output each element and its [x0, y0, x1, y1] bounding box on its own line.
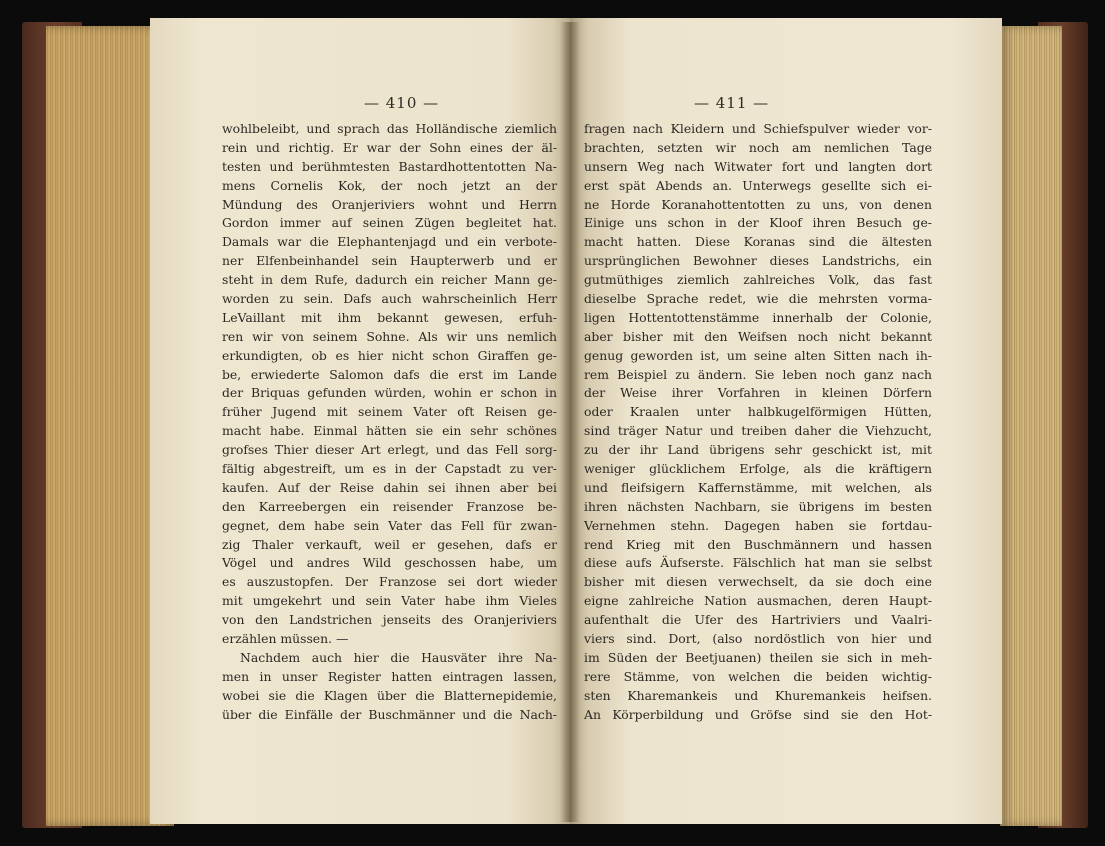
text-line: im Süden der Beetjuanen) theilen sie sich in meh-	[584, 649, 932, 665]
text-line: ne Horde Koranahottentotten zu uns, von denen	[584, 196, 932, 212]
text-line: von den Landstrichen jenseits des Oranjeriviers	[222, 612, 557, 628]
text-line: ihren nächsten Nachbarn, sie übrigens im besten	[584, 498, 932, 514]
text-line: aufenthalt die Ufer des Hartriviers und Vaalri-	[584, 612, 932, 628]
text-line: gegnet, dem habe sein Vater das Fell für zwan-	[222, 517, 557, 533]
text-line: Einige uns schon in der Kloof ihren Besuch ge-	[584, 215, 932, 231]
text-line: erst spät Abends an. Unterwegs gesellte sich ei-	[584, 177, 932, 193]
text-line: LeVaillant mit ihm bekannt gewesen, erfuh-	[222, 309, 557, 325]
right-page-text	[584, 120, 932, 725]
text-line: diese aufs Äufserste. Fälschlich hat man sie selbst	[584, 555, 932, 571]
text-line: be, erwiederte Salomon dafs die erst im Lande	[222, 366, 557, 382]
text-line: rend Krieg mit den Buschmännern und hassen	[584, 536, 932, 552]
text-line: der Weise ihrer Vorfahren in kleinen Dörfern	[584, 385, 932, 401]
text-line: wobei sie die Klagen über die Blatternepidemie,	[222, 687, 557, 703]
open-book	[22, 14, 1088, 836]
text-line: über die Einfälle der Buschmänner und die Nach-	[222, 706, 557, 722]
text-line: ursprünglichen Bewohner dieses Landstrichs, ein	[584, 253, 932, 269]
text-line: erzählen müssen. —	[222, 631, 349, 647]
page-edges-right	[1000, 26, 1062, 826]
text-line: dieselbe Sprache redet, wie die mehrsten vorma-	[584, 291, 932, 307]
text-line: rere Stämme, von welchen die beiden wichtig-	[584, 668, 932, 684]
text-line: Vögel und andres Wild geschossen habe, um	[222, 555, 557, 571]
text-line: genug geworden ist, um seine alten Sitten nach ih-	[584, 347, 932, 363]
text-line: aber bisher mit den Weifsen noch nicht bekannt	[584, 328, 932, 344]
text-line: es auszustopfen. Der Franzose sei dort wieder	[222, 574, 557, 590]
page-number-left: — 410 —	[364, 94, 440, 112]
book-gutter	[560, 22, 580, 822]
text-line: zig Thaler verkauft, weil er gesehen, dafs er	[222, 536, 557, 552]
text-line: mit umgekehrt und sein Vater habe ihm Vieles	[222, 593, 557, 609]
right-page	[570, 18, 1002, 824]
text-line: grofses Thier dieser Art erlegt, und das Fell sorg-	[222, 442, 557, 458]
text-line: ren wir von seinem Sohne. Als wir uns nemlich	[222, 328, 557, 344]
text-line: viers sind. Dort, (also nordöstlich von hier und	[584, 631, 932, 647]
text-line: weniger glücklichem Erfolge, als die kräftigern	[584, 461, 932, 477]
text-line: fragen nach Kleidern und Schiefspulver wieder vor-	[584, 121, 932, 136]
text-line: oder Kraalen unter halbkugelförmigen Hütten,	[584, 404, 932, 420]
text-line: An Körperbildung und Gröfse sind sie den Hot-	[584, 706, 932, 722]
text-line: rem Beispiel zu ändern. Sie leben noch ganz nach	[584, 366, 932, 382]
text-line: eigne zahlreiche Nation ausmachen, deren Haupt-	[584, 593, 932, 609]
text-line: den Karreebergen ein reisender Franzose be-	[222, 498, 557, 514]
text-line: wohlbeleibt, und sprach das Holländische ziemlich	[222, 121, 557, 136]
text-line: Damals war die Elephantenjagd und ein verbote-	[222, 234, 557, 250]
text-line: sind träger Natur und treiben daher die Viehzucht,	[584, 423, 932, 439]
text-line: der Briquas gefunden würden, wohin er schon in	[222, 385, 557, 401]
text-line: macht habe. Einmal hätten sie ein sehr schönes	[222, 423, 557, 439]
text-line: Vernehmen stehn. Dagegen haben sie fortdau-	[584, 517, 932, 533]
text-line: men in unser Register hatten eintragen lassen,	[222, 668, 557, 684]
text-line: früher Jugend mit seinem Vater oft Reisen ge-	[222, 404, 557, 420]
text-line: sten Kharemankeis und Khuremankeis heifsen.	[584, 687, 932, 703]
text-line: unsern Weg nach Witwater fort und langten dort	[584, 158, 932, 174]
text-line: bisher mit diesen verwechselt, da sie doch eine	[584, 574, 932, 590]
text-line: macht hatten. Diese Koranas sind die ältesten	[584, 234, 932, 250]
left-page-text	[222, 120, 557, 725]
text-line: zu der ihr Land übrigens sehr geschickt ist, mit	[584, 442, 932, 458]
left-page	[150, 18, 570, 824]
text-line: kaufen. Auf der Reise dahin sei ihnen aber bei	[222, 479, 557, 495]
text-line: erkundigten, ob es hier nicht schon Giraffen ge-	[222, 347, 557, 363]
text-line: worden zu sein. Dafs auch wahrscheinlich Herr	[222, 291, 557, 307]
text-line: mens Cornelis Kok, der noch jetzt an der	[222, 177, 557, 193]
text-line: brachten, setzten wir noch am nemlichen Tage	[584, 139, 932, 155]
text-line: Nachdem auch hier die Hausväter ihre Na-	[240, 649, 557, 665]
text-line: ner Elfenbeinhandel sein Haupterwerb und er	[222, 253, 557, 269]
text-line: fältig abgestreift, um es in der Capstadt zu ver-	[222, 461, 557, 477]
text-line: rein und richtig. Er war der Sohn eines der äl-	[222, 139, 557, 155]
text-line: Mündung des Oranjeriviers wohnt und Herrn	[222, 196, 557, 212]
text-line: Gordon immer auf seinen Zügen begleitet hat.	[222, 215, 557, 231]
text-line: gutmüthiges ziemlich zahlreiches Volk, das fast	[584, 272, 932, 288]
text-line: testen und berühmtesten Bastardhottentotten Na-	[222, 158, 557, 174]
text-line: und fleifsigern Kaffernstämme, mit welchen, als	[584, 479, 932, 495]
text-line: ligen Hottentottenstämme innerhalb der Colonie,	[584, 309, 932, 325]
text-line: steht in dem Rufe, dadurch ein reicher Mann ge-	[222, 272, 557, 288]
page-number-right: — 411 —	[694, 94, 770, 112]
